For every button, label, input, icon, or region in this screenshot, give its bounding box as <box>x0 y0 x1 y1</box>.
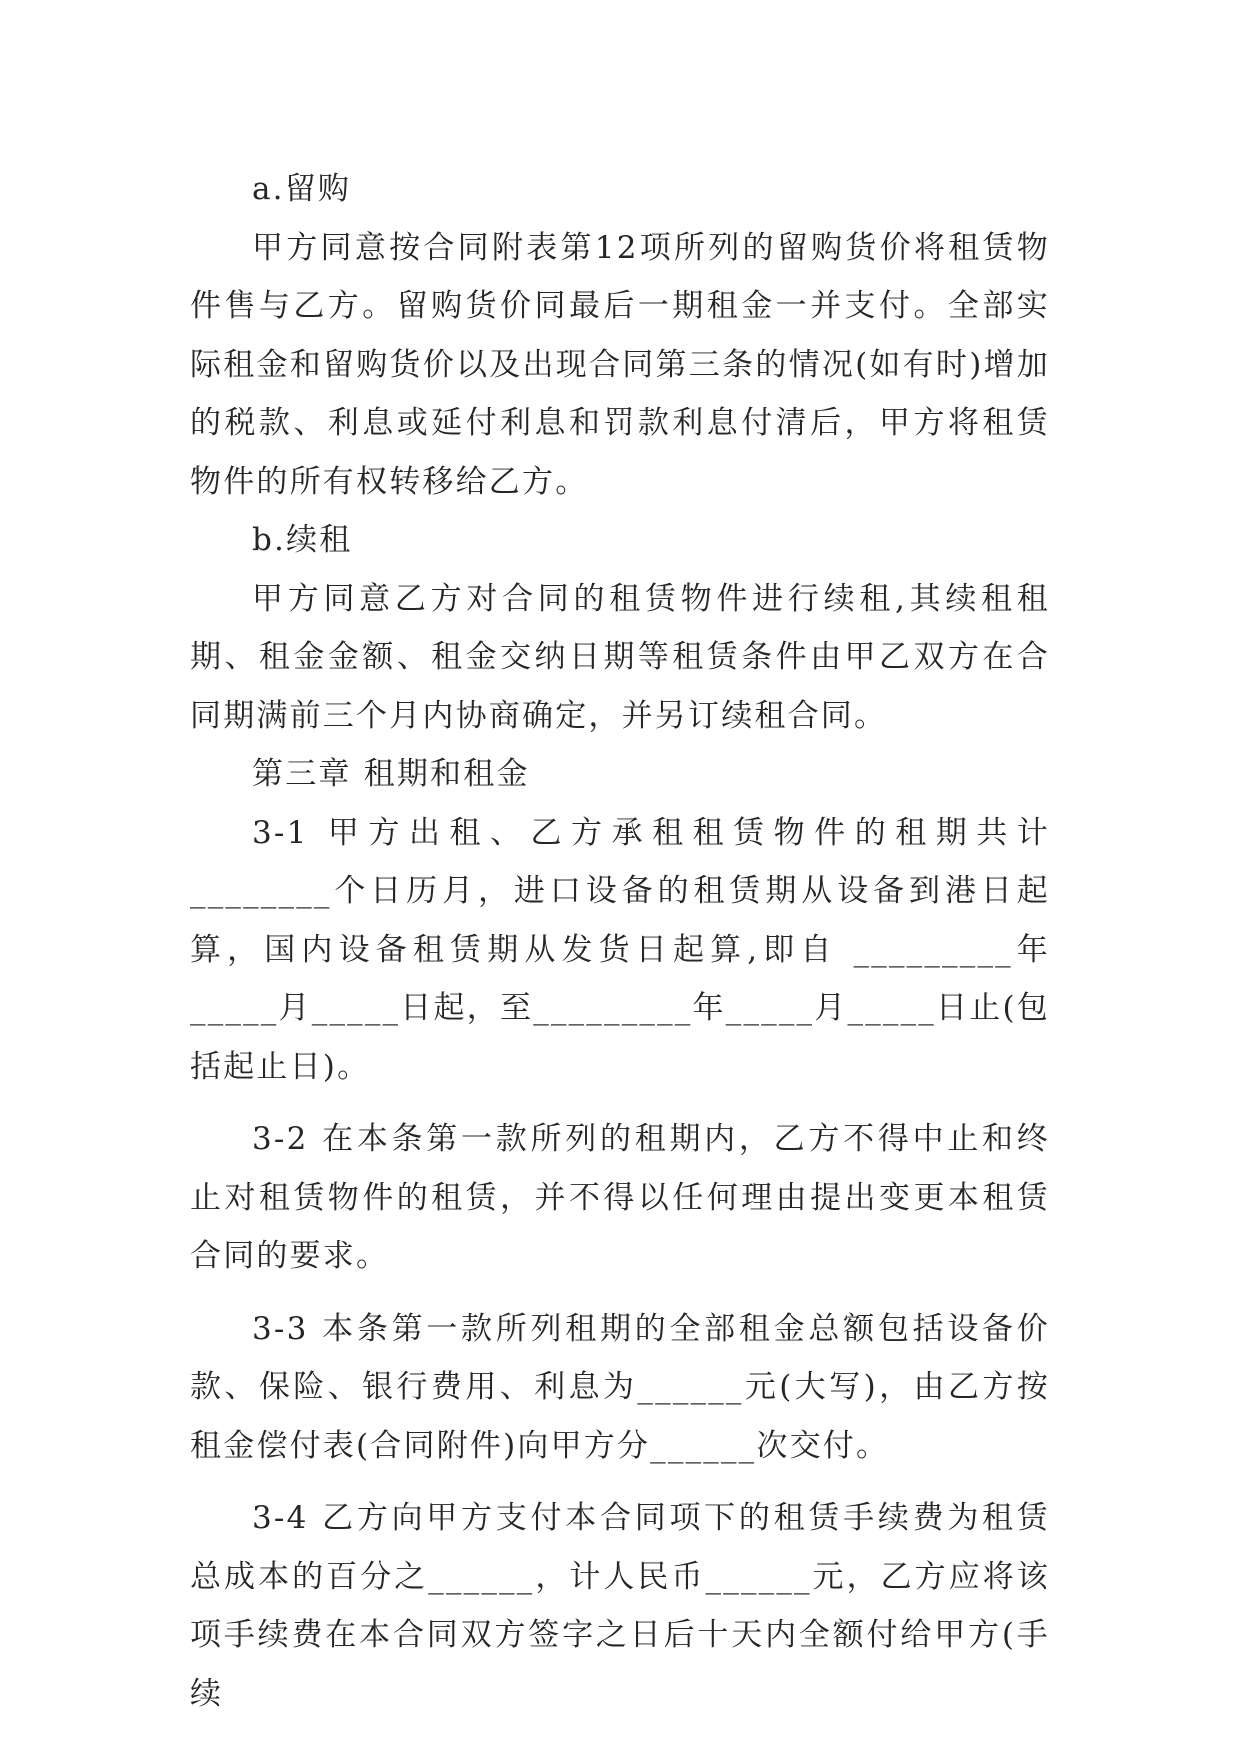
clause-3-1: 3-1 甲方出租、乙方承租租赁物件的租期共计________个日历月，进口设备的租赁期从设备到港日起算，国内设备租赁期从发货日起算,即自 _________年_____月_____日起，至_________年_____月_____日止(包括起止日)。 <box>190 814 1050 1085</box>
clause-3-3: 3-3 本条第一款所列租期的全部租金总额包括设备价款、保险、银行费用、利息为______元(大写)，由乙方按租金偿付表(合同附件)向甲方分______次交付。 <box>190 1310 1050 1464</box>
chapter-three-heading: 第三章 租期和租金 <box>252 756 530 792</box>
paragraph-option-b-heading: b.续租 <box>252 522 353 558</box>
clause-3-4: 3-4 乙方向甲方支付本合同项下的租赁手续费为租赁总成本的百分之______，计人民币______元，乙方应将该项手续费在本合同双方签字之日后十天内全额付给甲方(手续 <box>190 1500 1050 1712</box>
paragraph-option-b-body: 甲方同意乙方对合同的租赁物件进行续租,其续租租期、租金金额、租金交纳日期等租赁条件由甲乙双方在合同期满前三个月内协商确定，并另订续租合同。 <box>190 580 1050 734</box>
clause-3-2: 3-2 在本条第一款所列的租期内，乙方不得中止和终止对租赁物件的租赁，并不得以任何理由提出变更本租赁合同的要求。 <box>190 1121 1050 1274</box>
document-body <box>190 160 1050 1723</box>
paragraph-option-a-body: 甲方同意按合同附表第12项所列的留购货价将租赁物件售与乙方。留购货价同最后一期租金一并支付。全部实际租金和留购货价以及出现合同第三条的情况(如有时)增加的税款、利息或延付利息和罚款利息付清后，甲方将租赁物件的所有权转移给乙方。 <box>190 229 1050 500</box>
paragraph-option-a-heading: a.留购 <box>252 171 352 207</box>
